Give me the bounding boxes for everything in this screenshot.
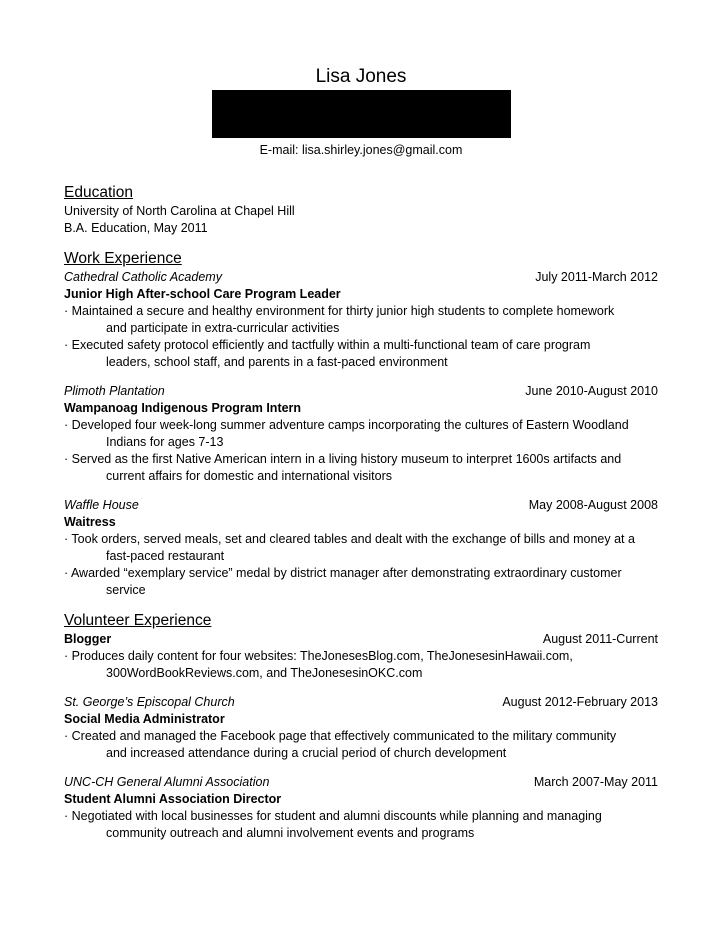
bullet-continuation: and participate in extra-curricular activities	[106, 321, 340, 335]
redacted-block	[212, 90, 511, 138]
bullet-line: · Awarded “exemplary service” medal by district manager after demonstrating extraordinary customer	[64, 566, 622, 580]
job-title: Blogger	[64, 632, 112, 646]
experience-section	[64, 611, 658, 842]
candidate-name: Lisa Jones	[315, 66, 407, 87]
experience-entry	[64, 497, 658, 599]
resume-body	[64, 183, 658, 854]
bullet-continuation: community outreach and alumni involvement events and programs	[106, 826, 475, 840]
job-title: Social Media Administrator	[64, 712, 225, 726]
job-title: Waitress	[64, 515, 116, 529]
section-title: Volunteer Experience	[64, 612, 212, 629]
job-title: Wampanoag Indigenous Program Intern	[64, 401, 302, 415]
education-line: B.A. Education, May 2011	[64, 221, 208, 235]
bullet-line: · Produces daily content for four websites: TheJonesesBlog.com, TheJonesesinHawaii.com,	[64, 649, 573, 663]
bullet-line: · Created and managed the Facebook page that effectively communicated to the military community	[64, 729, 617, 743]
bullet-continuation: leaders, school staff, and parents in a fast-paced environment	[106, 355, 448, 369]
section-title: Education	[64, 184, 133, 201]
date-range: May 2008-August 2008	[528, 498, 658, 512]
date-range: August 2011-Current	[542, 632, 658, 646]
bullet-line: · Served as the first Native American intern in a living history museum to interpret 1600s artifacts and	[64, 452, 622, 466]
email-line: E-mail: lisa.shirley.jones@gmail.com	[259, 143, 463, 157]
bullet-continuation: 300WordBookReviews.com, and TheJonesesinOKC.com	[106, 666, 423, 680]
bullet-line: · Negotiated with local businesses for student and alumni discounts while planning and managing	[64, 809, 602, 823]
bullet-line: · Developed four week-long summer adventure camps incorporating the cultures of Eastern Woodland	[64, 418, 629, 432]
date-range: March 2007-May 2011	[533, 775, 658, 789]
organization: St. George’s Episcopal Church	[64, 695, 235, 709]
education-section	[64, 183, 658, 237]
education-line: University of North Carolina at Chapel Hill	[64, 204, 295, 218]
date-range: August 2012-February 2013	[502, 695, 658, 709]
organization: Waffle House	[64, 498, 139, 512]
bullet-line: · Executed safety protocol efficiently and tactfully within a multi-functional team of care program	[64, 338, 591, 352]
entry-header-row	[64, 383, 658, 400]
experience-entry	[64, 774, 658, 842]
organization: Plimoth Plantation	[64, 384, 165, 398]
bullet-line: · Maintained a secure and healthy environment for thirty junior high students to complete homework	[64, 304, 615, 318]
bullet-continuation: fast-paced restaurant	[106, 549, 225, 563]
experience-sections	[64, 249, 658, 842]
job-title: Student Alumni Association Director	[64, 792, 282, 806]
entry-header-row	[64, 269, 658, 286]
date-range: June 2010-August 2010	[525, 384, 658, 398]
entry-header-row	[64, 774, 658, 791]
organization: Cathedral Catholic Academy	[64, 270, 222, 284]
experience-section	[64, 249, 658, 599]
entry-header-row	[64, 631, 658, 648]
experience-entry	[64, 383, 658, 485]
bullet-continuation: service	[106, 583, 146, 597]
entry-header-row	[64, 497, 658, 514]
entry-header-row	[64, 694, 658, 711]
bullet-continuation: current affairs for domestic and international visitors	[106, 469, 393, 483]
experience-entry	[64, 694, 658, 762]
experience-entry	[64, 631, 658, 682]
experience-entry	[64, 269, 658, 371]
organization: UNC-CH General Alumni Association	[64, 775, 270, 789]
job-title: Junior High After-school Care Program Leader	[64, 287, 341, 301]
bullet-continuation: and increased attendance during a crucial period of church development	[106, 746, 507, 760]
bullet-line: · Took orders, served meals, set and cleared tables and dealt with the exchange of bills and money at a	[64, 532, 635, 546]
bullet-continuation: Indians for ages 7-13	[106, 435, 224, 449]
date-range: July 2011-March 2012	[535, 270, 658, 284]
section-title: Work Experience	[64, 250, 182, 267]
